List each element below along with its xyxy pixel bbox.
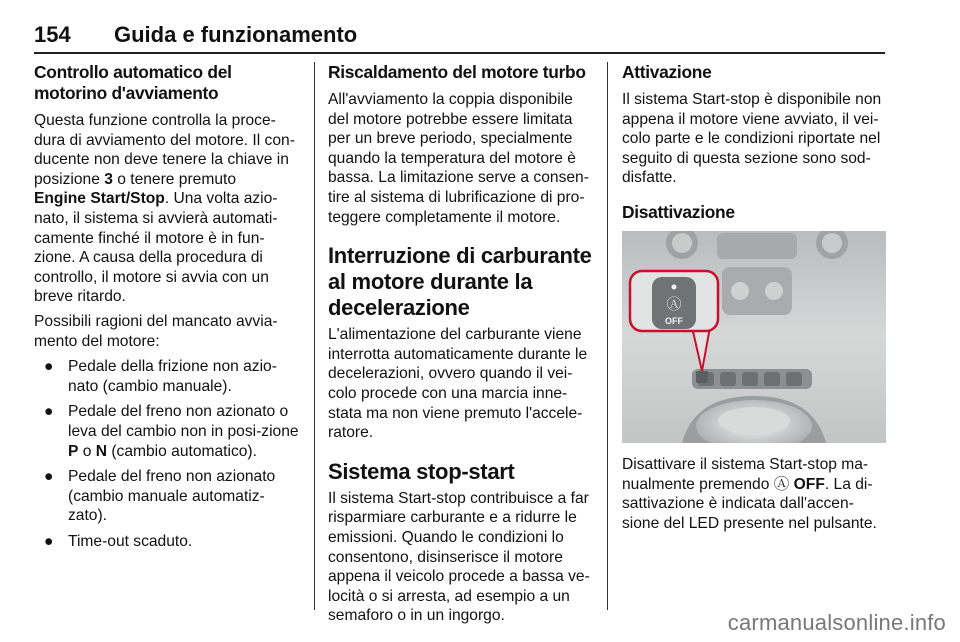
paragraph: All'avviamento la coppia disponibile del motore potrebbe essere limitata per un breve periodo, specialmente quando la temperatura del motore è bassa. La limitazione serve a consen-tire al sistema di lubrificazione di pro-teggere completamente il motore.: [328, 91, 589, 226]
list-item: ● Pedale del freno non azionato (cambio manuale automatiz-zato).: [44, 468, 276, 525]
stop-start-button-illustration: [622, 231, 886, 443]
bullet-list: [34, 357, 302, 551]
paragraph: Il sistema Start-stop è disponibile non appena il motore viene avviato, il vei-colo parte e le condizioni riportate nel seguito di questa sezione sono sod-disfatte.: [622, 91, 882, 187]
bullet-icon: ●: [44, 403, 54, 421]
watermark: carmanualsonline.info: [727, 610, 946, 635]
auto-stop-icon: Ⓐ: [666, 294, 682, 313]
auto-stop-icon: Ⓐ: [773, 475, 790, 493]
heading-deactivation: Disattivazione: [622, 201, 735, 222]
heading-activation: Attivazione: [622, 62, 712, 82]
heading-automatic-starter: Controllo automatico del motorino d'avviamento: [34, 62, 232, 103]
heading-stop-start: Sistema stop-start: [328, 458, 515, 484]
heading-turbo-warmup: Riscaldamento del motore turbo: [328, 62, 586, 82]
paragraph: L'alimentazione del carburante viene interrotta automaticamente durante le decelerazioni, ovvero quando il vei-colo procede con una marcia inne-stata ma non viene premuto l'accele-ratore.: [328, 326, 588, 442]
list-item: ● Pedale del freno non azionato o leva del cambio non in posi-zione P o N (cambio automatico).: [44, 403, 299, 460]
heading-fuel-cutoff: Interruzione di carburante al motore durante la decelerazione: [328, 243, 592, 321]
list-item: ● Pedale della frizione non azio-nato (cambio manuale).: [44, 358, 277, 395]
page-number: 154: [34, 22, 71, 47]
paragraph: Questa funzione controlla la proce-dura di avviamento del motore. Il con-ducente non deve tenere la chiave in posizione 3 o tenere premuto Engine Start/Stop. Una volta azio-nato, il sistema si avvierà automati-camente finché il motore è in fun-zione. A causa della procedura di controllo, il motore si avvia con un breve ritardo.: [34, 112, 295, 306]
paragraph: Possibili ragioni del mancato avvia-mento del motore:: [34, 312, 278, 350]
paragraph: Il sistema Start-stop contribuisce a far risparmiare carburante e a ridurre le emissioni. Quando le condizioni lo consentono, disinserisce il motore appena il veicolo procede a bassa ve-locità o si arresta, ad esempio a un semaforo o in un ingorgo.: [328, 489, 590, 625]
column-divider: [607, 62, 608, 610]
column-middle: [328, 62, 592, 631]
bullet-icon: ●: [44, 532, 54, 550]
list-item: ● Time-out scaduto.: [44, 532, 193, 550]
bullet-icon: ●: [44, 358, 54, 376]
section-title: Guida e funzionamento: [114, 22, 358, 47]
column-divider: [314, 62, 315, 610]
column-left: [34, 62, 302, 556]
paragraph: Disattivare il sistema Start-stop ma-nualmente premendo Ⓐ OFF. La di-sattivazione è indicata dall'accen-sione del LED presente nel pulsante.: [622, 455, 877, 532]
column-right: [622, 62, 886, 538]
button-off-label: OFF: [665, 315, 683, 326]
page-header: [34, 18, 885, 54]
bullet-icon: ●: [44, 468, 54, 486]
